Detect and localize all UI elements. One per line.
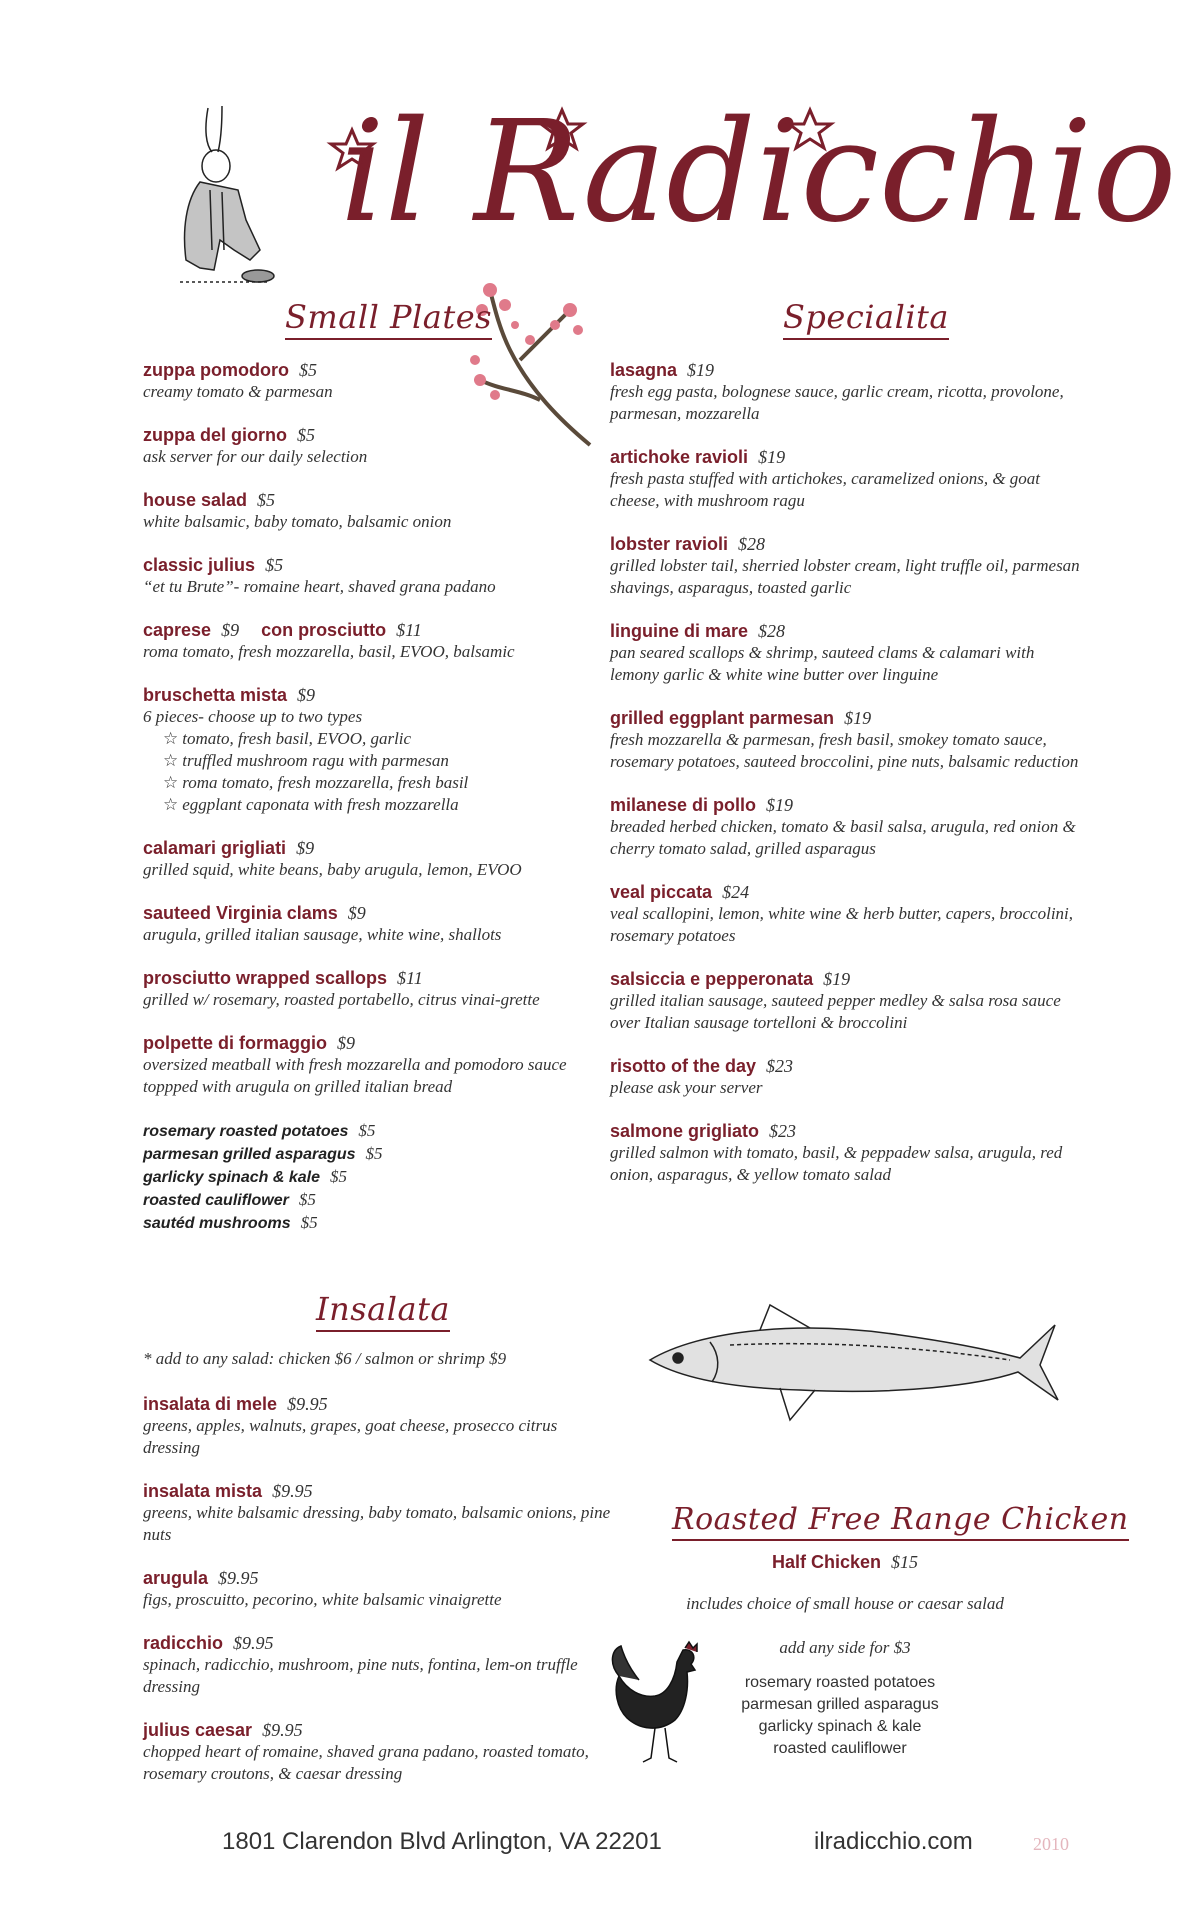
footer-year: 2010 xyxy=(1033,1834,1069,1854)
item-price: $19 xyxy=(687,360,715,380)
item-price: $9 xyxy=(337,1033,355,1053)
item-price: $28 xyxy=(738,534,766,554)
chicken-header: Roasted Free Range Chicken xyxy=(672,1502,1129,1541)
item-description: grilled lobster tail, sherried lobster cream, light truffle oil, parmesan shavings, asparagus, toasted garlic xyxy=(610,556,1080,597)
item-name: classic julius xyxy=(143,555,256,575)
insalata-note: * add to any salad: chicken $6 / salmon or shrimp $9 xyxy=(143,1349,507,1368)
chicken-side-item: parmesan grilled asparagus xyxy=(741,1696,939,1713)
item-name: bruschetta mista xyxy=(143,685,288,705)
item-price: $11 xyxy=(397,968,423,988)
menu-item xyxy=(143,1033,613,1098)
item-name: zuppa del giorno xyxy=(143,425,287,445)
fish-illustration-icon xyxy=(640,1300,1060,1430)
menu-item xyxy=(143,360,613,403)
item-price: $9 xyxy=(221,620,240,640)
side-item xyxy=(143,1212,613,1235)
item-description: veal scallopini, lemon, white wine & herb butter, capers, broccolini, rosemary potatoes xyxy=(610,904,1074,945)
item-description: greens, apples, walnuts, grapes, goat cheese, prosecco citrus dressing xyxy=(143,1416,558,1457)
item-name: salsiccia e pepperonata xyxy=(610,969,814,989)
item-description: chopped heart of romaine, shaved grana padano, roasted tomato, rosemary croutons, & caesar dressing xyxy=(143,1742,589,1783)
item-description: arugula, grilled italian sausage, white wine, shallots xyxy=(143,925,502,944)
item-name: zuppa pomodoro xyxy=(143,360,289,380)
insalata-header: Insalata xyxy=(316,1290,450,1332)
item-name: artichoke ravioli xyxy=(610,447,749,467)
item-price: $9 xyxy=(297,685,316,705)
item-description: creamy tomato & parmesan xyxy=(143,382,333,401)
item-name: salmone grigliato xyxy=(610,1121,760,1141)
item-description: “et tu Brute”- romaine heart, shaved grana padano xyxy=(143,577,496,596)
menu-item xyxy=(610,447,1080,512)
menu-item xyxy=(143,620,613,663)
item-name: arugula xyxy=(143,1568,209,1588)
item-description: spinach, radicchio, mushroom, pine nuts, fontina, lem-on truffle dressing xyxy=(143,1655,578,1696)
menu-item xyxy=(610,534,1080,599)
item-name: radicchio xyxy=(143,1633,224,1653)
item-name: milanese di pollo xyxy=(610,795,757,815)
item-name: sauteed Virginia clams xyxy=(143,903,338,923)
option-text: roma tomato, fresh mozzarella, fresh basil xyxy=(182,773,469,792)
side-item xyxy=(143,1143,613,1166)
item-name: polpette di formaggio xyxy=(143,1033,327,1053)
side-item xyxy=(143,1166,613,1189)
side-name: rosemary roasted potatoes xyxy=(143,1123,349,1140)
side-name: sautéd mushrooms xyxy=(143,1215,291,1232)
chicken-sides-list xyxy=(710,1672,970,1760)
item-price: $5 xyxy=(265,555,284,575)
option-text: tomato, fresh basil, EVOO, garlic xyxy=(182,729,412,748)
star-icon: ☆ xyxy=(163,795,179,814)
item-price: $5 xyxy=(257,490,276,510)
menu-item xyxy=(143,838,613,881)
item-description: figs, proscuitto, pecorino, white balsamic vinaigrette xyxy=(143,1590,502,1609)
item-price: $5 xyxy=(297,425,315,445)
item-name: insalata di mele xyxy=(143,1394,278,1414)
menu-item xyxy=(610,1121,1080,1186)
item-description: white balsamic, baby tomato, balsamic onion xyxy=(143,512,452,531)
star-icon: ☆ xyxy=(163,751,179,770)
item-price: $19 xyxy=(766,795,794,815)
menu-item xyxy=(143,903,613,946)
item-description: grilled w/ rosemary, roasted portabello, citrus vinai-grette xyxy=(143,990,540,1009)
item-name: calamari grigliati xyxy=(143,838,287,858)
item-name: linguine di mare xyxy=(610,621,749,641)
side-price: $5 xyxy=(298,1190,316,1209)
item-description: grilled salmon with tomato, basil, & peppadew salsa, arugula, red onion, asparagus, & yellow tomato salad xyxy=(610,1143,1063,1184)
item-price: $19 xyxy=(823,969,851,989)
item-price: $9.95 xyxy=(233,1633,274,1653)
menu-item xyxy=(610,1056,1080,1099)
rooster-illustration-icon xyxy=(605,1640,715,1770)
menu-item xyxy=(143,1394,613,1459)
option-line xyxy=(163,794,613,816)
item-price: $19 xyxy=(758,447,786,467)
item-price: $9 xyxy=(347,903,366,923)
menu-item xyxy=(610,795,1080,860)
item-price: $28 xyxy=(758,621,786,641)
item-name: julius caesar xyxy=(143,1720,253,1740)
side-item xyxy=(143,1189,613,1212)
menu-item xyxy=(143,425,613,468)
menu-item xyxy=(143,685,613,816)
menu-item xyxy=(143,490,613,533)
item-price: $24 xyxy=(722,882,750,902)
chicken-side-item: rosemary roasted potatoes xyxy=(744,1674,936,1691)
footer-address: 1801 Clarendon Blvd Arlington, VA 22201 xyxy=(222,1828,662,1855)
specialita-header: Specialita xyxy=(783,298,949,340)
item-name: veal piccata xyxy=(610,882,713,902)
item-price: $9.95 xyxy=(262,1720,303,1740)
footer-website[interactable]: ilradicchio.com xyxy=(814,1828,973,1855)
item-name: risotto of the day xyxy=(610,1056,757,1076)
star-icon: ☆ xyxy=(163,773,179,792)
item-name: caprese xyxy=(143,620,212,640)
item-description: oversized meatball with fresh mozzarella and pomodoro sauce toppped with arugula on grilled italian bread xyxy=(143,1055,567,1096)
rabbit-illustration-icon xyxy=(160,100,280,290)
menu-item xyxy=(143,1720,613,1785)
insalata-list xyxy=(143,1348,613,1807)
menu-item xyxy=(610,621,1080,686)
small-plates-list xyxy=(143,360,613,1235)
item-description: grilled italian sausage, sauteed pepper medley & salsa rosa sauce over Italian sausage tortelloni & broccolini xyxy=(610,991,1061,1032)
side-price: $5 xyxy=(329,1167,347,1186)
side-price: $5 xyxy=(300,1213,318,1232)
item-description: ask server for our daily selection xyxy=(143,447,368,466)
menu-item xyxy=(143,555,613,598)
item-name: grilled eggplant parmesan xyxy=(610,708,835,728)
item-description: pan seared scallops & shrimp, sauteed clams & calamari with lemony garlic & white wine butter over linguine xyxy=(610,643,1035,684)
star-icon: ☆ xyxy=(163,729,179,748)
side-price: $5 xyxy=(365,1144,383,1163)
chicken-side-item: roasted cauliflower xyxy=(773,1740,907,1757)
menu-item xyxy=(143,968,613,1011)
item-price: $9 xyxy=(296,838,315,858)
item-description: grilled squid, white beans, baby arugula, lemon, EVOO xyxy=(143,860,522,879)
menu-item xyxy=(610,708,1080,773)
item-description: fresh mozzarella & parmesan, fresh basil, smokey tomato sauce, rosemary potatoes, sauteed broccolini, pine nuts, balsamic reduction xyxy=(610,730,1079,771)
item-price: $5 xyxy=(298,360,317,380)
item-description: please ask your server xyxy=(610,1078,763,1097)
menu-item xyxy=(143,1481,613,1546)
item-description: fresh egg pasta, bolognese sauce, garlic cream, ricotta, provolone, parmesan, mozzarella xyxy=(610,382,1064,423)
item-name: prosciutto wrapped scallops xyxy=(143,968,388,988)
item-name: insalata mista xyxy=(143,1481,263,1501)
item-name: lasagna xyxy=(610,360,678,380)
item-name-secondary: con prosciutto xyxy=(261,620,387,640)
item-description: breaded herbed chicken, tomato & basil salsa, arugula, red onion & cherry tomato salad, grilled asparagus xyxy=(610,817,1076,858)
side-name: parmesan grilled asparagus xyxy=(143,1146,356,1163)
menu-item xyxy=(143,1633,613,1698)
item-price: $9.95 xyxy=(287,1394,328,1414)
item-description: roma tomato, fresh mozzarella, basil, EVOO, balsamic xyxy=(143,642,515,661)
option-line xyxy=(163,772,613,794)
option-line xyxy=(163,750,613,772)
small-plates-header: Small Plates xyxy=(285,298,492,340)
item-price: $9.95 xyxy=(272,1481,313,1501)
option-text: truffled mushroom ragu with parmesan xyxy=(182,751,449,770)
sides-list xyxy=(143,1120,613,1235)
item-description: 6 pieces- choose up to two types xyxy=(143,707,363,726)
chicken-add-side: add any side for $3 xyxy=(779,1638,911,1657)
side-name: garlicky spinach & kale xyxy=(143,1169,320,1186)
logo-text: il Radicchio xyxy=(340,91,1177,254)
menu-item xyxy=(610,360,1080,425)
item-price: $23 xyxy=(766,1056,794,1076)
item-price: $19 xyxy=(844,708,872,728)
item-description: greens, white balsamic dressing, baby tomato, balsamic onions, pine nuts xyxy=(143,1503,611,1544)
item-price-secondary: $11 xyxy=(396,620,422,640)
item-name: house salad xyxy=(143,490,248,510)
specialita-list xyxy=(610,360,1080,1208)
menu-item xyxy=(143,1568,613,1611)
chicken-name: Half Chicken xyxy=(771,1552,882,1572)
menu-item xyxy=(610,969,1080,1034)
item-price: $9.95 xyxy=(218,1568,259,1588)
chicken-side-item: garlicky spinach & kale xyxy=(758,1718,922,1735)
side-name: roasted cauliflower xyxy=(143,1192,289,1209)
option-text: eggplant caponata with fresh mozzarella xyxy=(182,795,459,814)
item-description: fresh pasta stuffed with artichokes, caramelized onions, & goat cheese, with mushroom ragu xyxy=(610,469,1041,510)
chicken-price: $15 xyxy=(891,1552,919,1572)
side-price: $5 xyxy=(358,1121,376,1140)
side-item xyxy=(143,1120,613,1143)
restaurant-logo xyxy=(330,90,1177,254)
item-name: lobster ravioli xyxy=(610,534,729,554)
chicken-includes: includes choice of small house or caesar salad xyxy=(686,1594,1004,1613)
menu-item xyxy=(610,882,1080,947)
item-price: $23 xyxy=(769,1121,797,1141)
option-line xyxy=(163,728,613,750)
